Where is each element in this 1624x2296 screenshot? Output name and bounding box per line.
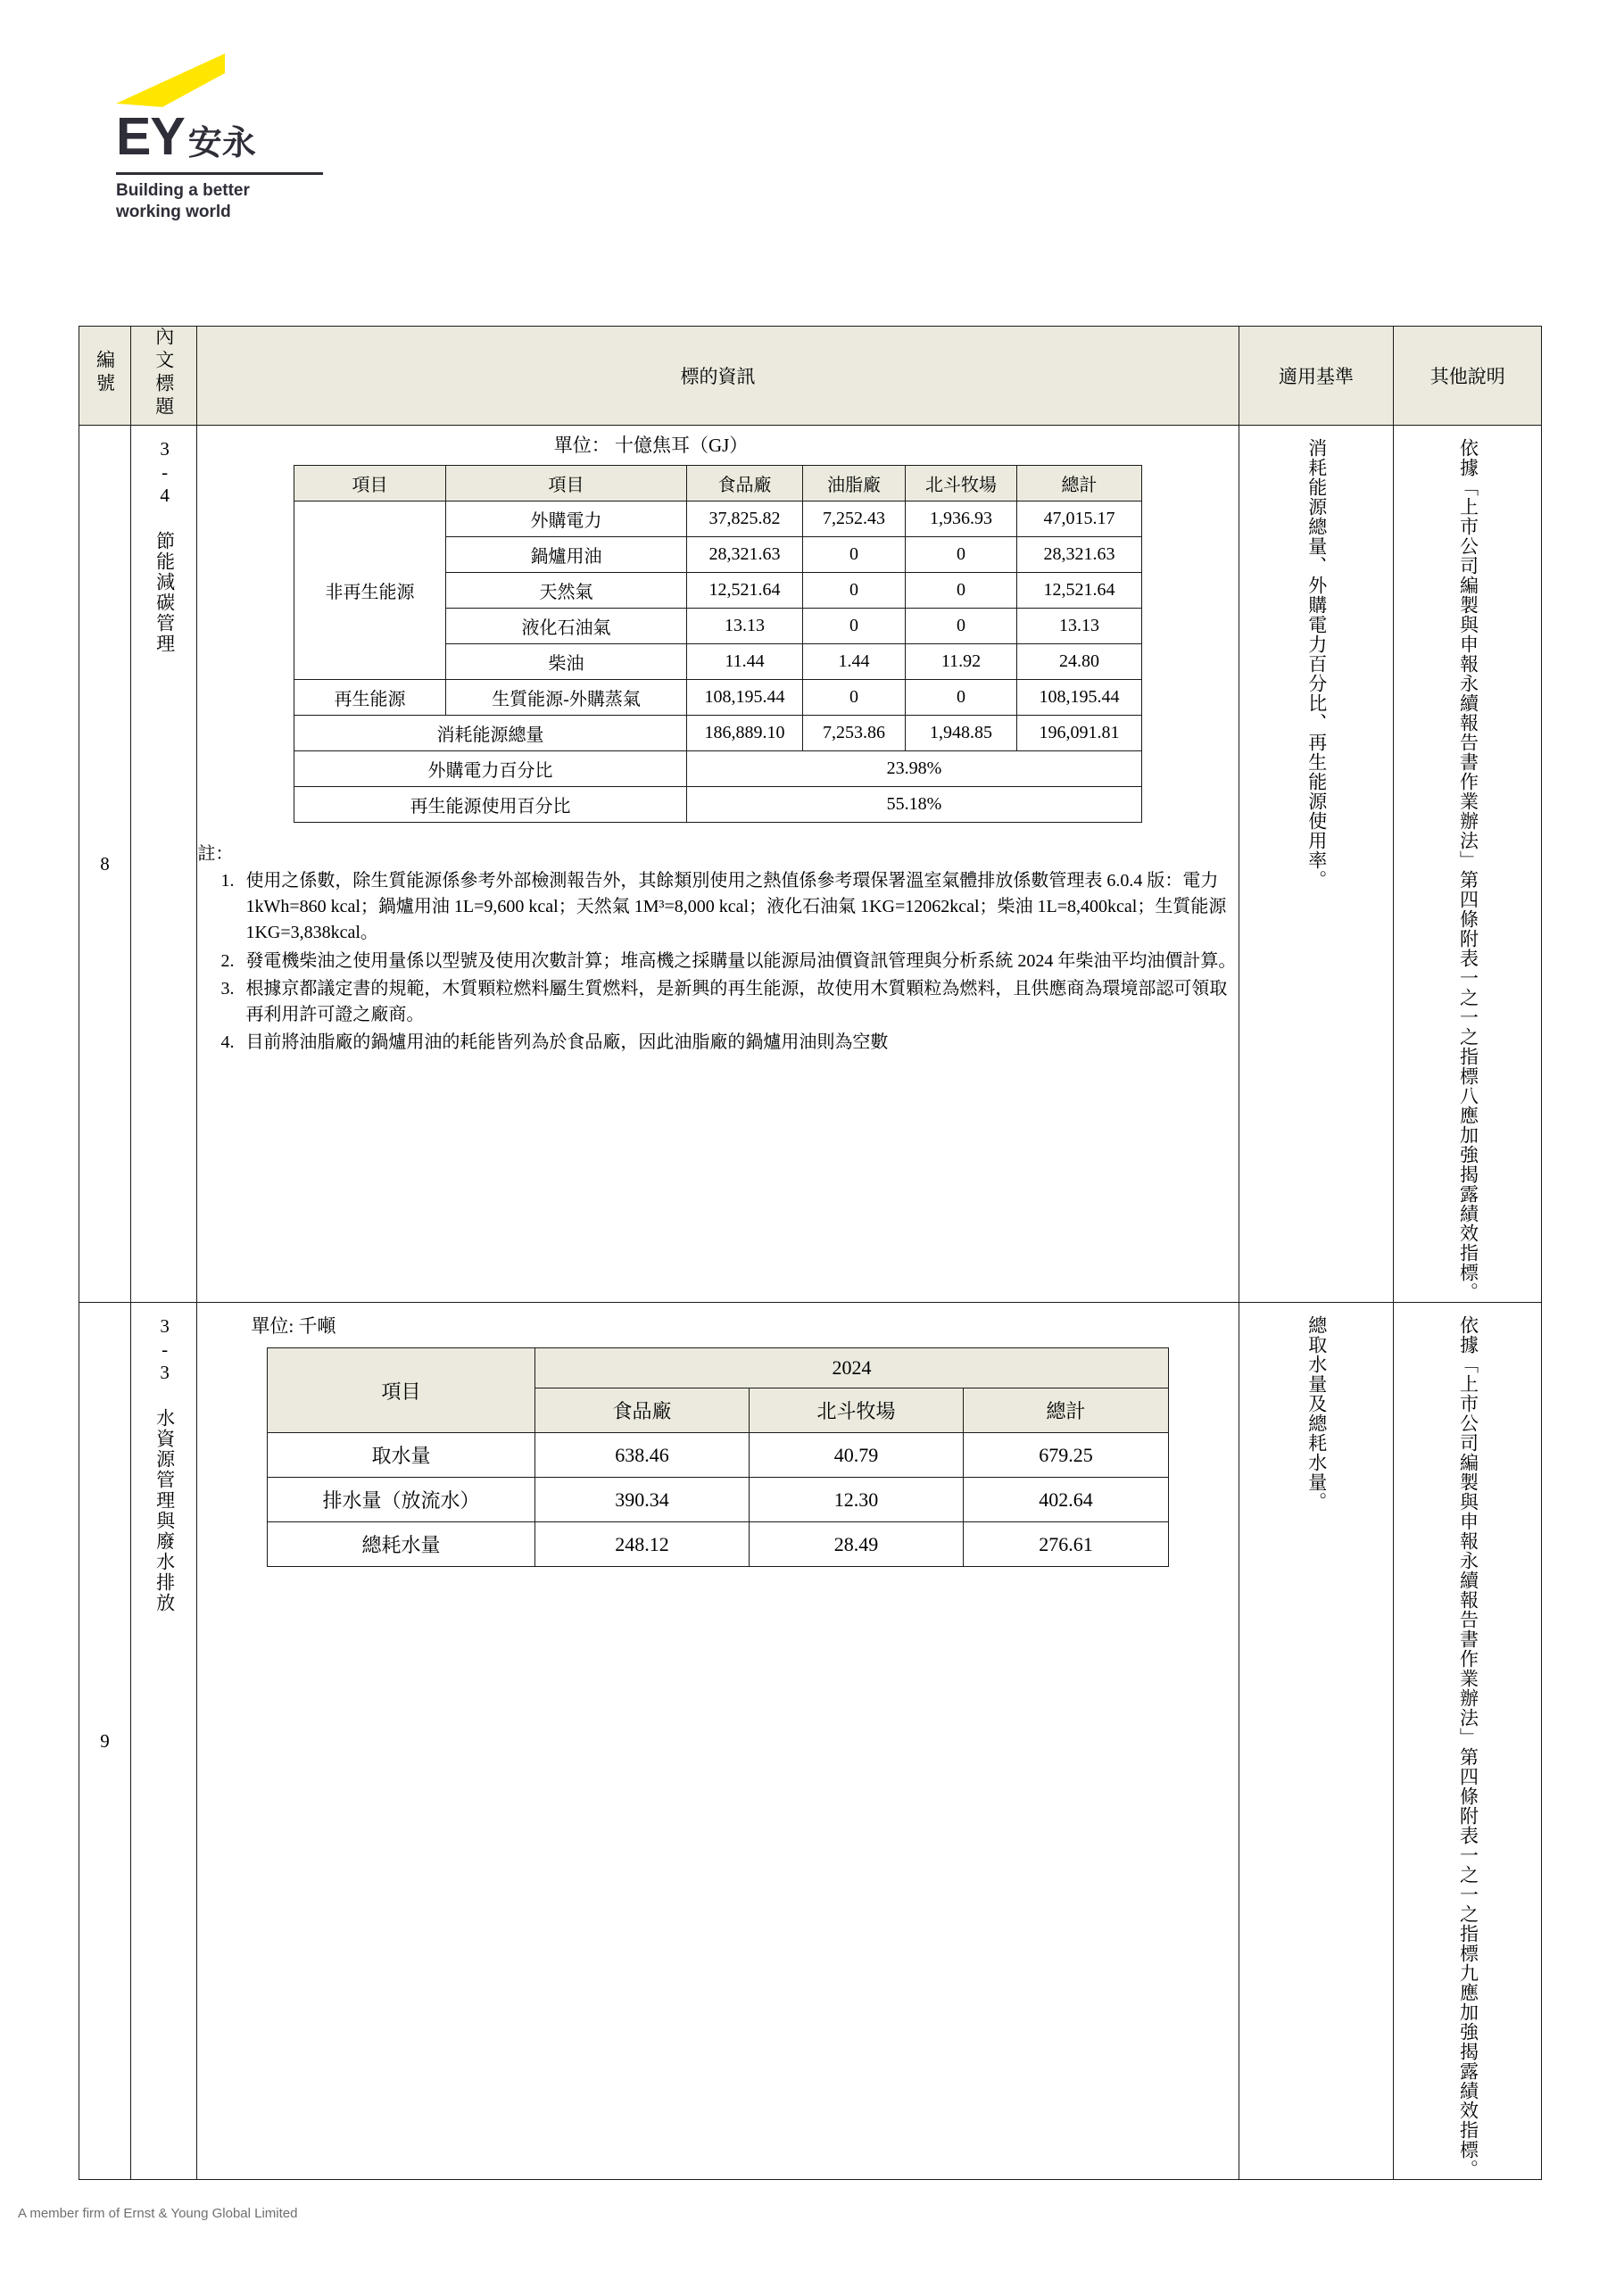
energy-percent-value: 55.18% — [687, 787, 1142, 823]
energy-col-category: 項目 — [294, 466, 446, 501]
note-item: 4. 目前將油脂廠的鍋爐用油的耗能皆列為於食品廠，因此油脂廠的鍋爐用油則為空數 — [238, 1030, 1238, 1056]
energy-value-farm: 0 — [906, 537, 1017, 573]
water-value-total: 402.64 — [964, 1478, 1169, 1522]
energy-value-farm: 1,936.93 — [906, 501, 1017, 537]
ey-tagline-line1: Building a better — [116, 181, 250, 200]
water-col-item: 項目 — [268, 1348, 535, 1433]
energy-data-row — [294, 501, 1142, 537]
energy-data-row — [294, 680, 1142, 716]
note-item: 2. 發電機柴油之使用量係以型號及使用次數計算；堆高機之採購量以能源局油價資訊管理與分析系統 2024 年柴油平均油價計算。 — [238, 949, 1238, 974]
header-other: 其他說明 — [1394, 327, 1542, 426]
note-item: 1. 使用之係數，除生質能源係參考外部檢測報告外，其餘類別使用之熱值係參考環保署溫室氣體排放係數管理表 6.0.4 版：電力 1kWh=860 kcal；鍋爐用油 1L=9,600 kcal；天然氣 1M³=8,000 kcal；液化石油氣 1KG=12062kcal；柴油 1L=8,400kcal；生質能源 1KG=3,838kcal。 — [238, 868, 1238, 947]
energy-item: 鍋爐用油 — [446, 537, 687, 573]
energy-percent-row — [294, 787, 1142, 823]
energy-table — [294, 465, 1142, 823]
energy-value-food: 11.44 — [687, 644, 803, 680]
energy-notes — [197, 839, 1238, 1056]
energy-value-food: 108,195.44 — [687, 680, 803, 716]
water-value-food: 248.12 — [535, 1522, 750, 1567]
energy-summary-oil: 7,253.86 — [803, 716, 906, 751]
energy-header-row — [294, 466, 1142, 501]
energy-item: 液化石油氣 — [446, 609, 687, 644]
disclosure-table — [79, 326, 1542, 2180]
water-value-farm: 28.49 — [750, 1522, 964, 1567]
energy-value-oil: 0 — [803, 680, 906, 716]
energy-value-total: 13.13 — [1017, 609, 1142, 644]
header-standard: 適用基準 — [1239, 327, 1394, 426]
water-col-food: 食品廠 — [535, 1388, 750, 1433]
water-data-row — [268, 1478, 1169, 1522]
row-info-9 — [197, 1303, 1239, 2180]
water-value-food: 390.34 — [535, 1478, 750, 1522]
row-title-8: 3-4 節能減碳管理 — [130, 426, 197, 1303]
note-item: 3. 根據京都議定書的規範，木質顆粒燃料屬生質燃料，是新興的再生能源，故使用木質顆粒為燃料，且供應商為環境部認可領取再利用許可證之廠商。 — [238, 976, 1238, 1028]
energy-value-oil: 0 — [803, 609, 906, 644]
water-value-farm: 12.30 — [750, 1478, 964, 1522]
water-value-total: 276.61 — [964, 1522, 1169, 1567]
ey-wordmark — [116, 107, 384, 166]
energy-item: 外購電力 — [446, 501, 687, 537]
row-standard-9: 總取水量及總耗水量。 — [1239, 1303, 1394, 2180]
energy-value-farm: 0 — [906, 680, 1017, 716]
energy-value-food: 13.13 — [687, 609, 803, 644]
water-value-farm: 40.79 — [750, 1433, 964, 1478]
energy-value-food: 28,321.63 — [687, 537, 803, 573]
footer-text: A member firm of Ernst & Young Global Limited — [18, 2206, 298, 2221]
energy-summary-label: 消耗能源總量 — [294, 716, 687, 751]
ey-tagline-line2: working world — [116, 202, 231, 221]
energy-summary-farm: 1,948.85 — [906, 716, 1017, 751]
row-title-9: 3-3 水資源管理與廢水排放 — [130, 1303, 197, 2180]
energy-col-farm: 北斗牧場 — [906, 466, 1017, 501]
energy-value-total: 108,195.44 — [1017, 680, 1142, 716]
energy-group-nonrenewable: 非再生能源 — [294, 501, 446, 680]
energy-value-food: 37,825.82 — [687, 501, 803, 537]
energy-summary-food: 186,889.10 — [687, 716, 803, 751]
energy-percent-label: 外購電力百分比 — [294, 751, 687, 787]
energy-summary-row — [294, 716, 1142, 751]
row-other-8: 依據「上市公司編製與申報永續報告書作業辦法」第四條附表一之一之指標八應加強揭露績效指標。 — [1394, 426, 1542, 1303]
energy-group-renewable: 再生能源 — [294, 680, 446, 716]
water-value-food: 638.46 — [535, 1433, 750, 1478]
water-col-total: 總計 — [964, 1388, 1169, 1433]
energy-value-oil: 7,252.43 — [803, 501, 906, 537]
energy-item: 柴油 — [446, 644, 687, 680]
ey-logo — [116, 54, 384, 223]
notes-heading: 註： — [197, 844, 234, 864]
energy-col-food: 食品廠 — [687, 466, 803, 501]
energy-col-total: 總計 — [1017, 466, 1142, 501]
row-other-9: 依據「上市公司編製與申報永續報告書作業辦法」第四條附表一之一之指標九應加強揭露績效指標。 — [1394, 1303, 1542, 2180]
ey-wordmark-en: EY — [116, 107, 185, 166]
row-no-8: 8 — [79, 426, 131, 1303]
water-data-row — [268, 1433, 1169, 1478]
water-col-farm: 北斗牧場 — [750, 1388, 964, 1433]
table-header-row — [79, 327, 1542, 426]
header-title: 內文標題 — [130, 327, 197, 426]
energy-value-total: 24.80 — [1017, 644, 1142, 680]
energy-percent-value: 23.98% — [687, 751, 1142, 787]
ey-wordmark-cn: 安永 — [187, 125, 256, 162]
water-item: 總耗水量 — [268, 1522, 535, 1567]
energy-percent-label: 再生能源使用百分比 — [294, 787, 687, 823]
energy-value-oil: 0 — [803, 573, 906, 609]
energy-col-item: 項目 — [446, 466, 687, 501]
table-row — [79, 426, 1542, 1303]
ey-swoosh-icon — [116, 54, 308, 109]
row-no-9: 9 — [79, 1303, 131, 2180]
energy-value-total: 28,321.63 — [1017, 537, 1142, 573]
header-no: 編號 — [79, 327, 131, 426]
energy-item: 天然氣 — [446, 573, 687, 609]
energy-value-farm: 11.92 — [906, 644, 1017, 680]
water-table — [267, 1347, 1169, 1567]
energy-value-oil: 1.44 — [803, 644, 906, 680]
water-unit-label: 單位: 千噸 — [251, 1315, 336, 1337]
ey-tagline — [116, 172, 323, 223]
energy-col-oil: 油脂廠 — [803, 466, 906, 501]
energy-value-oil: 0 — [803, 537, 906, 573]
energy-unit-label: 單位： 十億焦耳（GJ） — [553, 435, 749, 456]
water-header-row — [268, 1348, 1169, 1388]
table-row — [79, 1303, 1542, 2180]
water-item: 取水量 — [268, 1433, 535, 1478]
energy-item: 生質能源-外購蒸氣 — [446, 680, 687, 716]
energy-value-farm: 0 — [906, 573, 1017, 609]
energy-value-total: 47,015.17 — [1017, 501, 1142, 537]
row-info-8 — [197, 426, 1239, 1303]
row-standard-8: 消耗能源總量、外購電力百分比、再生能源使用率。 — [1239, 426, 1394, 1303]
water-value-total: 679.25 — [964, 1433, 1169, 1478]
water-item: 排水量（放流水） — [268, 1478, 535, 1522]
energy-value-farm: 0 — [906, 609, 1017, 644]
header-info: 標的資訊 — [197, 327, 1239, 426]
energy-value-food: 12,521.64 — [687, 573, 803, 609]
energy-summary-total: 196,091.81 — [1017, 716, 1142, 751]
water-data-row — [268, 1522, 1169, 1567]
water-col-year: 2024 — [535, 1348, 1169, 1388]
energy-value-total: 12,521.64 — [1017, 573, 1142, 609]
energy-percent-row — [294, 751, 1142, 787]
